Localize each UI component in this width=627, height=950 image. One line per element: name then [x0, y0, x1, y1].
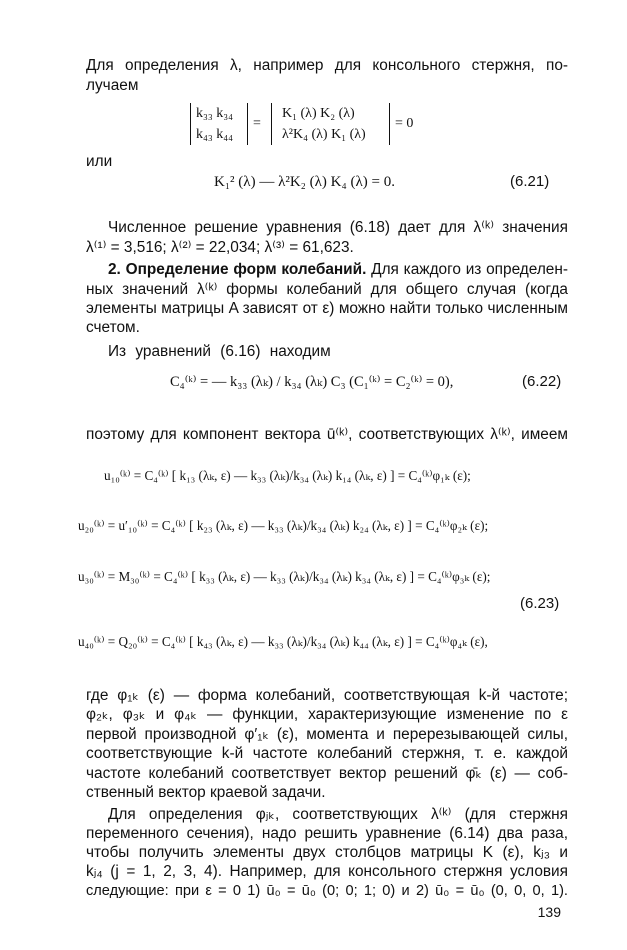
paragraph-2-line-1: Численное решение уравнения (6.18) дает для λ⁽ᵏ⁾ значения: [108, 219, 568, 236]
paragraph-6-line-1: где φ₁ₖ (ε) — форма колебаний, соответствующая k-й частоте;: [86, 687, 568, 704]
paragraph-3-line-1-rest: Для каждого из определен-: [366, 261, 568, 278]
paragraph-6-line-4: соответствующие k-й частоте колебаний стержня, т. е. каждой: [86, 745, 568, 762]
paragraph-4-line-1: Из уравнений (6.16) находим: [108, 343, 331, 360]
det-equals: =: [253, 116, 261, 131]
paragraph-7-line-1: Для определения φⱼₖ, соответствующих λ⁽ᵏ⁾ (для стержня: [108, 806, 568, 823]
paragraph-3-line-3: элементы матрицы A зависят от ε) можно найти только численным: [86, 300, 568, 317]
det-left-bar-1: [190, 103, 191, 145]
det-left-row-2: k₄₃ k₄₄: [196, 127, 234, 142]
det-right-bar-1: [271, 103, 272, 145]
equation-6-23-row-4: u₄₀⁽ᵏ⁾ = Q₂₀⁽ᵏ⁾ = C₄⁽ᵏ⁾ [ k₄₃ (λₖ, ε) — k₃₃ (λₖ)/k₃₄ (λₖ) k₄₄ (λₖ, ε) ] = C₄⁽ᵏ⁾φ₄ₖ (ε),: [78, 634, 488, 649]
paragraph-6-line-3: первой производной φ′₁ₖ (ε), момента и перерезывающей силы,: [86, 726, 568, 743]
paragraph-6-line-6: ственный вектор краевой задачи.: [86, 784, 326, 801]
paragraph-7-line-3: чтобы получить элементы двух столбцов матрицы K (ε), kⱼ₃ и: [86, 844, 568, 861]
paragraph-3-line-1: [108, 260, 568, 280]
equation-6-23-row-2: u₂₀⁽ᵏ⁾ = u′₁₀⁽ᵏ⁾ = C₄⁽ᵏ⁾ [ k₂₃ (λₖ, ε) — k₃₃ (λₖ)/k₃₄ (λₖ) k₂₄ (λₖ, ε) ] = C₄⁽ᵏ⁾φ₂ₖ (ε);: [78, 518, 489, 533]
paragraph-5-line-1: поэтому для компонент вектора ū⁽ᵏ⁾, соответствующих λ⁽ᵏ⁾, имеем: [86, 426, 568, 443]
det-left-row-1: k₃₃ k₃₄: [196, 106, 234, 121]
paragraph-3-line-2: ных значений λ⁽ᵏ⁾ формы колебаний для общего случая (когда: [86, 281, 568, 298]
paragraph-3-line-4: счетом.: [86, 319, 140, 336]
paragraph-1-line-1: Для определения λ, например для консольного стержня, по-: [86, 57, 568, 74]
page-number: 139: [537, 904, 561, 920]
paragraph-1-line-2: лучаем: [86, 77, 139, 94]
section-heading: 2. Определение форм колебаний.: [108, 261, 367, 278]
paragraph-6-line-2: φ₂ₖ, φ₃ₖ и φ₄ₖ — функции, характеризующие изменение по ε: [86, 706, 568, 723]
equation-number-6-23: (6.23): [520, 595, 560, 612]
paragraph-2-line-2: λ⁽¹⁾ = 3,516; λ⁽²⁾ = 22,034; λ⁽³⁾ = 61,623.: [86, 239, 354, 256]
ili-text: или: [86, 153, 113, 170]
det-left-bar-2: [247, 103, 248, 145]
equation-number-6-21: (6.21): [510, 173, 550, 190]
paragraph-7-line-4: kⱼ₄ (j = 1, 2, 3, 4). Например, для консольного стержня условия: [86, 863, 568, 880]
paragraph-6-line-5: частоте колебаний соответствует вектор решений φ̄ₖ (ε) — соб-: [86, 765, 568, 782]
det-right-row-2: λ²K₄ (λ) K₁ (λ): [282, 127, 366, 142]
det-right-row-1: K₁ (λ) K₂ (λ): [282, 106, 355, 121]
paragraph-7-line-5: следующие: при ε = 0 1) ū₀ = ū₀ (0; 0; 1; 0) и 2) ū₀ = ū₀ (0, 0, 0, 1).: [86, 883, 568, 899]
det-right-bar-2: [389, 103, 390, 145]
equation-number-6-22: (6.22): [522, 373, 562, 390]
det-zero: = 0: [395, 116, 414, 131]
equation-6-23-row-1: u₁₀⁽ᵏ⁾ = C₄⁽ᵏ⁾ [ k₁₃ (λₖ, ε) — k₃₃ (λₖ)/k₃₄ (λₖ) k₁₄ (λₖ, ε) ] = C₄⁽ᵏ⁾φ₁ₖ (ε);: [104, 468, 471, 483]
equation-6-22: C₄⁽ᵏ⁾ = — k₃₃ (λₖ) / k₃₄ (λₖ) C₃ (C₁⁽ᵏ⁾ = C₂⁽ᵏ⁾ = 0),: [170, 374, 454, 390]
equation-6-23-row-3: u₃₀⁽ᵏ⁾ = M₃₀⁽ᵏ⁾ = C₄⁽ᵏ⁾ [ k₃₃ (λₖ, ε) — k₃₃ (λₖ)/k₃₄ (λₖ) k₃₄ (λₖ, ε) ] = C₄⁽ᵏ⁾φ₃ₖ (ε);: [78, 569, 491, 584]
paragraph-7-line-2: переменного сечения), надо решить уравнение (6.14) два раза,: [86, 825, 568, 842]
equation-6-21: K₁² (λ) — λ²K₂ (λ) K₄ (λ) = 0.: [214, 174, 395, 190]
